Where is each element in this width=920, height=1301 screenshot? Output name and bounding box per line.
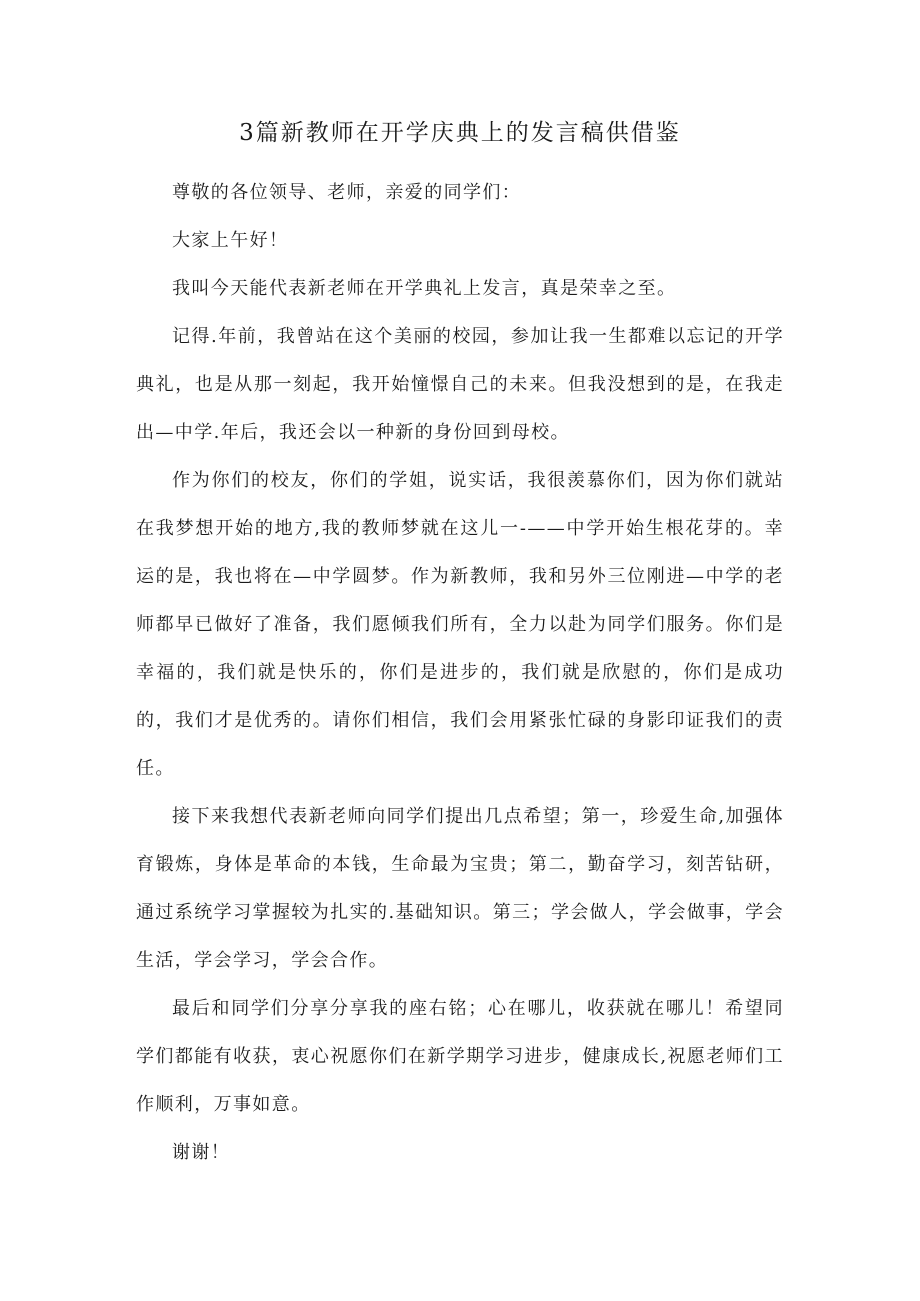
document-title: 3篇新教师在开学庆典上的发言稿供借鉴 [239,120,681,146]
paragraph-alumna: 作为你们的校友，你们的学姐，说实话，我很羡慕你们，因为你们就站在我梦想开始的地方,我的教师梦就在这儿一-——中学开始生根花芽的。幸运的是，我也将在—中学圆梦。作为新教师，我和另外三位刚进—中学的老师都早已做好了准备，我们愿倾我们所有，全力以赴为同学们服务。你们是幸福的，我们就是快乐的，你们是进步的，我们就是欣慰的，你们是成功的，我们才是优秀的。请你们相信，我们会用紧张忙碌的身影印证我们的责任。 [136,470,784,779]
paragraph-hopes: 接下来我想代表新老师向同学们提出几点希望；第一，珍爱生命,加强体育锻炼，身体是革命的本钱，生命最为宝贵；第二，勤奋学习，刻苦钻研，通过系统学习掌握较为扎实的.基础知识。第三；学会做人，学会做事，学会生活，学会学习，学会合作。 [136,806,784,971]
paragraph-intro: 我叫今天能代表新老师在开学典礼上发言，真是荣幸之至。 [172,278,677,299]
paragraph-greeting: 大家上午好！ [172,230,289,251]
paragraph-thanks: 谢谢！ [172,1142,231,1163]
paragraph-salutation: 尊敬的各位领导、老师，亲爱的同学们： [172,182,522,203]
paragraph-closing: 最后和同学们分享分享我的座右铭；心在哪儿，收获就在哪儿！希望同学们都能有收获，衷心祝愿你们在新学期学习进步，健康成长,祝愿老师们工作顺利，万事如意。 [136,998,784,1115]
paragraph-memory: 记得.年前，我曾站在这个美丽的校园，参加让我一生都难以忘记的开学典礼，也是从那一刻起，我开始憧憬自己的未来。但我没想到的是，在我走出—中学.年后，我还会以一种新的身份回到母校。 [136,326,784,443]
